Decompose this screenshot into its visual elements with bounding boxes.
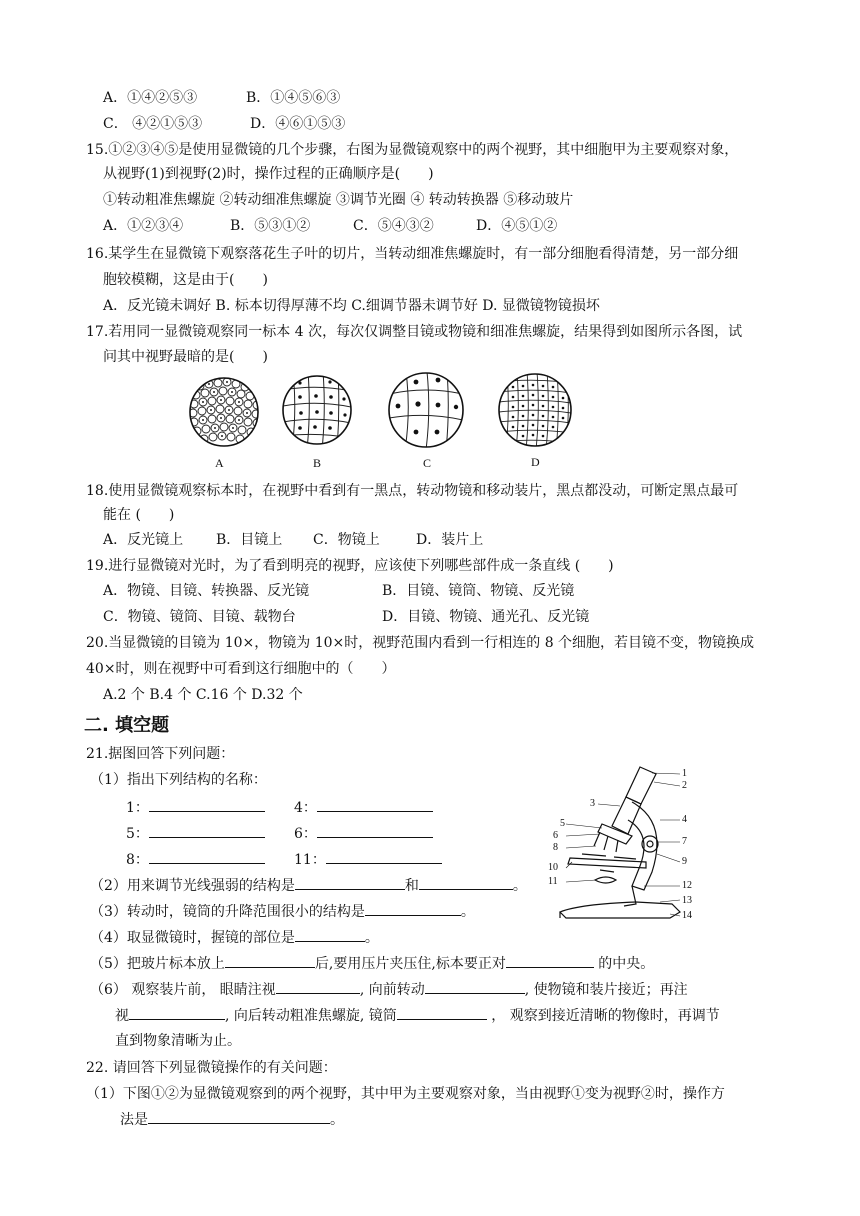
q16-options: A．反光镜未调好 B. 标本切得厚薄不均 C.细调节器未调节好 D. 显微镜物镜损坏	[103, 298, 600, 314]
q17-stem-line2: 问其中视野最暗的是( )	[103, 349, 268, 365]
q18-stem-line2: 能在 ( )	[103, 507, 175, 523]
blank-grip[interactable]	[295, 927, 365, 942]
q22-part1-line2: 法是 。	[120, 1109, 344, 1130]
blank-11[interactable]	[326, 849, 442, 864]
q17-stem-line1: 17.若用同一显微镜观察同一标本 4 次，每次仅调整目镜或物镜和细准焦螺旋，结果得到如图所示各图，试	[86, 324, 743, 340]
q21-part4: （4）取显微镜时，握镜的部位是 。	[90, 927, 379, 948]
blank-5[interactable]	[149, 823, 265, 838]
diagram-number-7: 7	[682, 836, 687, 847]
q18-option-b: B．目镜上	[216, 532, 283, 548]
label-1: 1：	[126, 797, 265, 818]
q19-option-c: C．物镜、镜筒、目镜、载物台	[103, 609, 296, 625]
label-6: 6：	[294, 823, 433, 844]
q21-part5: （5）把玻片标本放上 后,要用压片夹压住,标本要正对 的中央。	[90, 953, 654, 974]
label-4: 4：	[294, 797, 433, 818]
diagram-number-5: 5	[560, 818, 565, 829]
q14-option-c: C． ④②①⑤③	[103, 116, 203, 132]
q19-stem: 19.进行显微镜对光时，为了看到明亮的视野，应该使下列哪些部件成一条直线 ( )	[86, 558, 614, 574]
diagram-number-6: 6	[553, 830, 558, 841]
blank-4[interactable]	[317, 797, 433, 812]
label-11: 11：	[294, 849, 442, 870]
q21-part2: （2）用来调节光线强弱的结构是 和 。	[90, 875, 527, 896]
microscope-diagram	[540, 762, 700, 936]
diagram-number-8: 8	[553, 842, 558, 853]
blank-8[interactable]	[149, 849, 265, 864]
q16-stem-line1: 16.某学生在显微镜下观察落花生子叶的切片，当转动细准焦螺旋时，有一部分细胞看得清楚，另一部分细	[86, 246, 739, 262]
q19-option-d: D．目镜、物镜、通光孔、反光镜	[382, 609, 590, 625]
field-b	[283, 372, 351, 450]
field-label-a: A	[215, 456, 224, 470]
q22-part1-line1: （1）下图①②为显微镜观察到的两个视野，其中甲为主要观察对象，当由视野①变为视野②时，操作方	[86, 1086, 725, 1102]
diagram-number-9: 9	[682, 856, 687, 867]
q15-option-a: A．①②③④	[103, 218, 184, 234]
q15-option-c: C．⑤④③②	[353, 218, 434, 234]
q18-option-c: C．物镜上	[313, 532, 380, 548]
diagram-number-14: 14	[682, 910, 692, 921]
q21-part3: （3）转动时，镜筒的升降范围很小的结构是 。	[90, 901, 475, 922]
blank-light-1[interactable]	[295, 875, 405, 890]
blank-6[interactable]	[317, 823, 433, 838]
diagram-number-12: 12	[682, 880, 692, 891]
field-label-d: D	[531, 455, 540, 469]
q18-option-d: D．装片上	[416, 532, 484, 548]
field-label-c: C	[423, 456, 432, 470]
q21-part6-line3: 直到物象清晰为止。	[115, 1033, 241, 1049]
q19-option-b: B．目镜、镜筒、物镜、反光镜	[382, 583, 575, 599]
blank-operation[interactable]	[148, 1109, 330, 1124]
diagram-number-2: 2	[682, 780, 687, 791]
q15-option-d: D．④⑤①②	[476, 218, 558, 234]
label-5: 5：	[126, 823, 265, 844]
diagram-number-10: 10	[548, 862, 558, 873]
q15-stem-line2: 从视野(1)到视野(2)时，操作过程的正确顺序是( )	[103, 166, 434, 182]
q20-options: A.2 个 B.4 个 C.16 个 D.32 个	[103, 687, 303, 703]
blank-stage[interactable]	[225, 953, 315, 968]
q18-stem-line1: 18.使用显微镜观察标本时，在视野中看到有一黑点，转动物镜和移动装片，黑点都没动，可断定黑点最可	[86, 483, 739, 499]
diagram-number-3: 3	[590, 798, 595, 809]
q21-stem: 21.据图回答下列问题：	[86, 746, 235, 762]
q22-stem: 22. 请回答下列显微镜操作的有关问题：	[86, 1060, 337, 1076]
q16-stem-line2: 胞较模糊，这是由于( )	[103, 272, 268, 288]
q21-part6-line1: （6） 观察装片前， 眼睛注视 , 向前转动 , 使物镜和装片接近；再注	[90, 979, 688, 1000]
q19-option-a: A．物镜、目镜、转换器、反光镜	[103, 583, 310, 599]
diagram-number-1: 1	[682, 768, 687, 779]
diagram-number-4: 4	[682, 814, 687, 825]
blank-watch-1[interactable]	[276, 979, 360, 994]
q15-steps: ①转动粗准焦螺旋 ②转动细准焦螺旋 ③调节光圈 ④ 转动转换器 ⑤移动玻片	[103, 192, 574, 208]
q20-stem-line1: 20.当显微镜的目镜为 10×，物镜为 10×时，视野范围内看到一行相连的 8 个细胞，若目镜不变，物镜换成	[86, 635, 755, 651]
q18-option-a: A．反光镜上	[103, 532, 184, 548]
section-heading: 二. 填空题	[84, 715, 170, 736]
diagram-number-11: 11	[548, 876, 558, 887]
blank-watch-2[interactable]	[129, 1005, 225, 1020]
label-8: 8：	[126, 849, 265, 870]
blank-hole[interactable]	[506, 953, 594, 968]
blank-1[interactable]	[149, 797, 265, 812]
q21-part6-line2: 视 , 向后转动粗准焦螺旋, 镜筒 ， 观察到接近清晰的物像时，再调节	[115, 1005, 720, 1026]
q15-stem-line1: 15.①②③④⑤是使用显微镜的几个步骤，右图为显微镜观察中的两个视野，其中细胞甲为主要观察对象，	[86, 142, 739, 158]
q20-stem-line2: 40×时，则在视野中可看到这行细胞中的（ ）	[86, 661, 396, 677]
q14-option-b: B．①④⑤⑥③	[246, 90, 341, 106]
q21-part1: （1）指出下列结构的名称：	[90, 772, 267, 788]
diagram-number-13: 13	[682, 895, 692, 906]
blank-tube[interactable]	[397, 1005, 487, 1020]
q14-option-a: A．①④②⑤③	[103, 90, 198, 106]
field-label-b: B	[313, 456, 322, 470]
q15-option-b: B．⑤③①②	[230, 218, 311, 234]
blank-turn[interactable]	[425, 979, 525, 994]
q14-option-d: D．④⑥①⑤③	[250, 116, 346, 132]
blank-light-2[interactable]	[419, 875, 513, 890]
blank-fine-focus[interactable]	[365, 901, 461, 916]
